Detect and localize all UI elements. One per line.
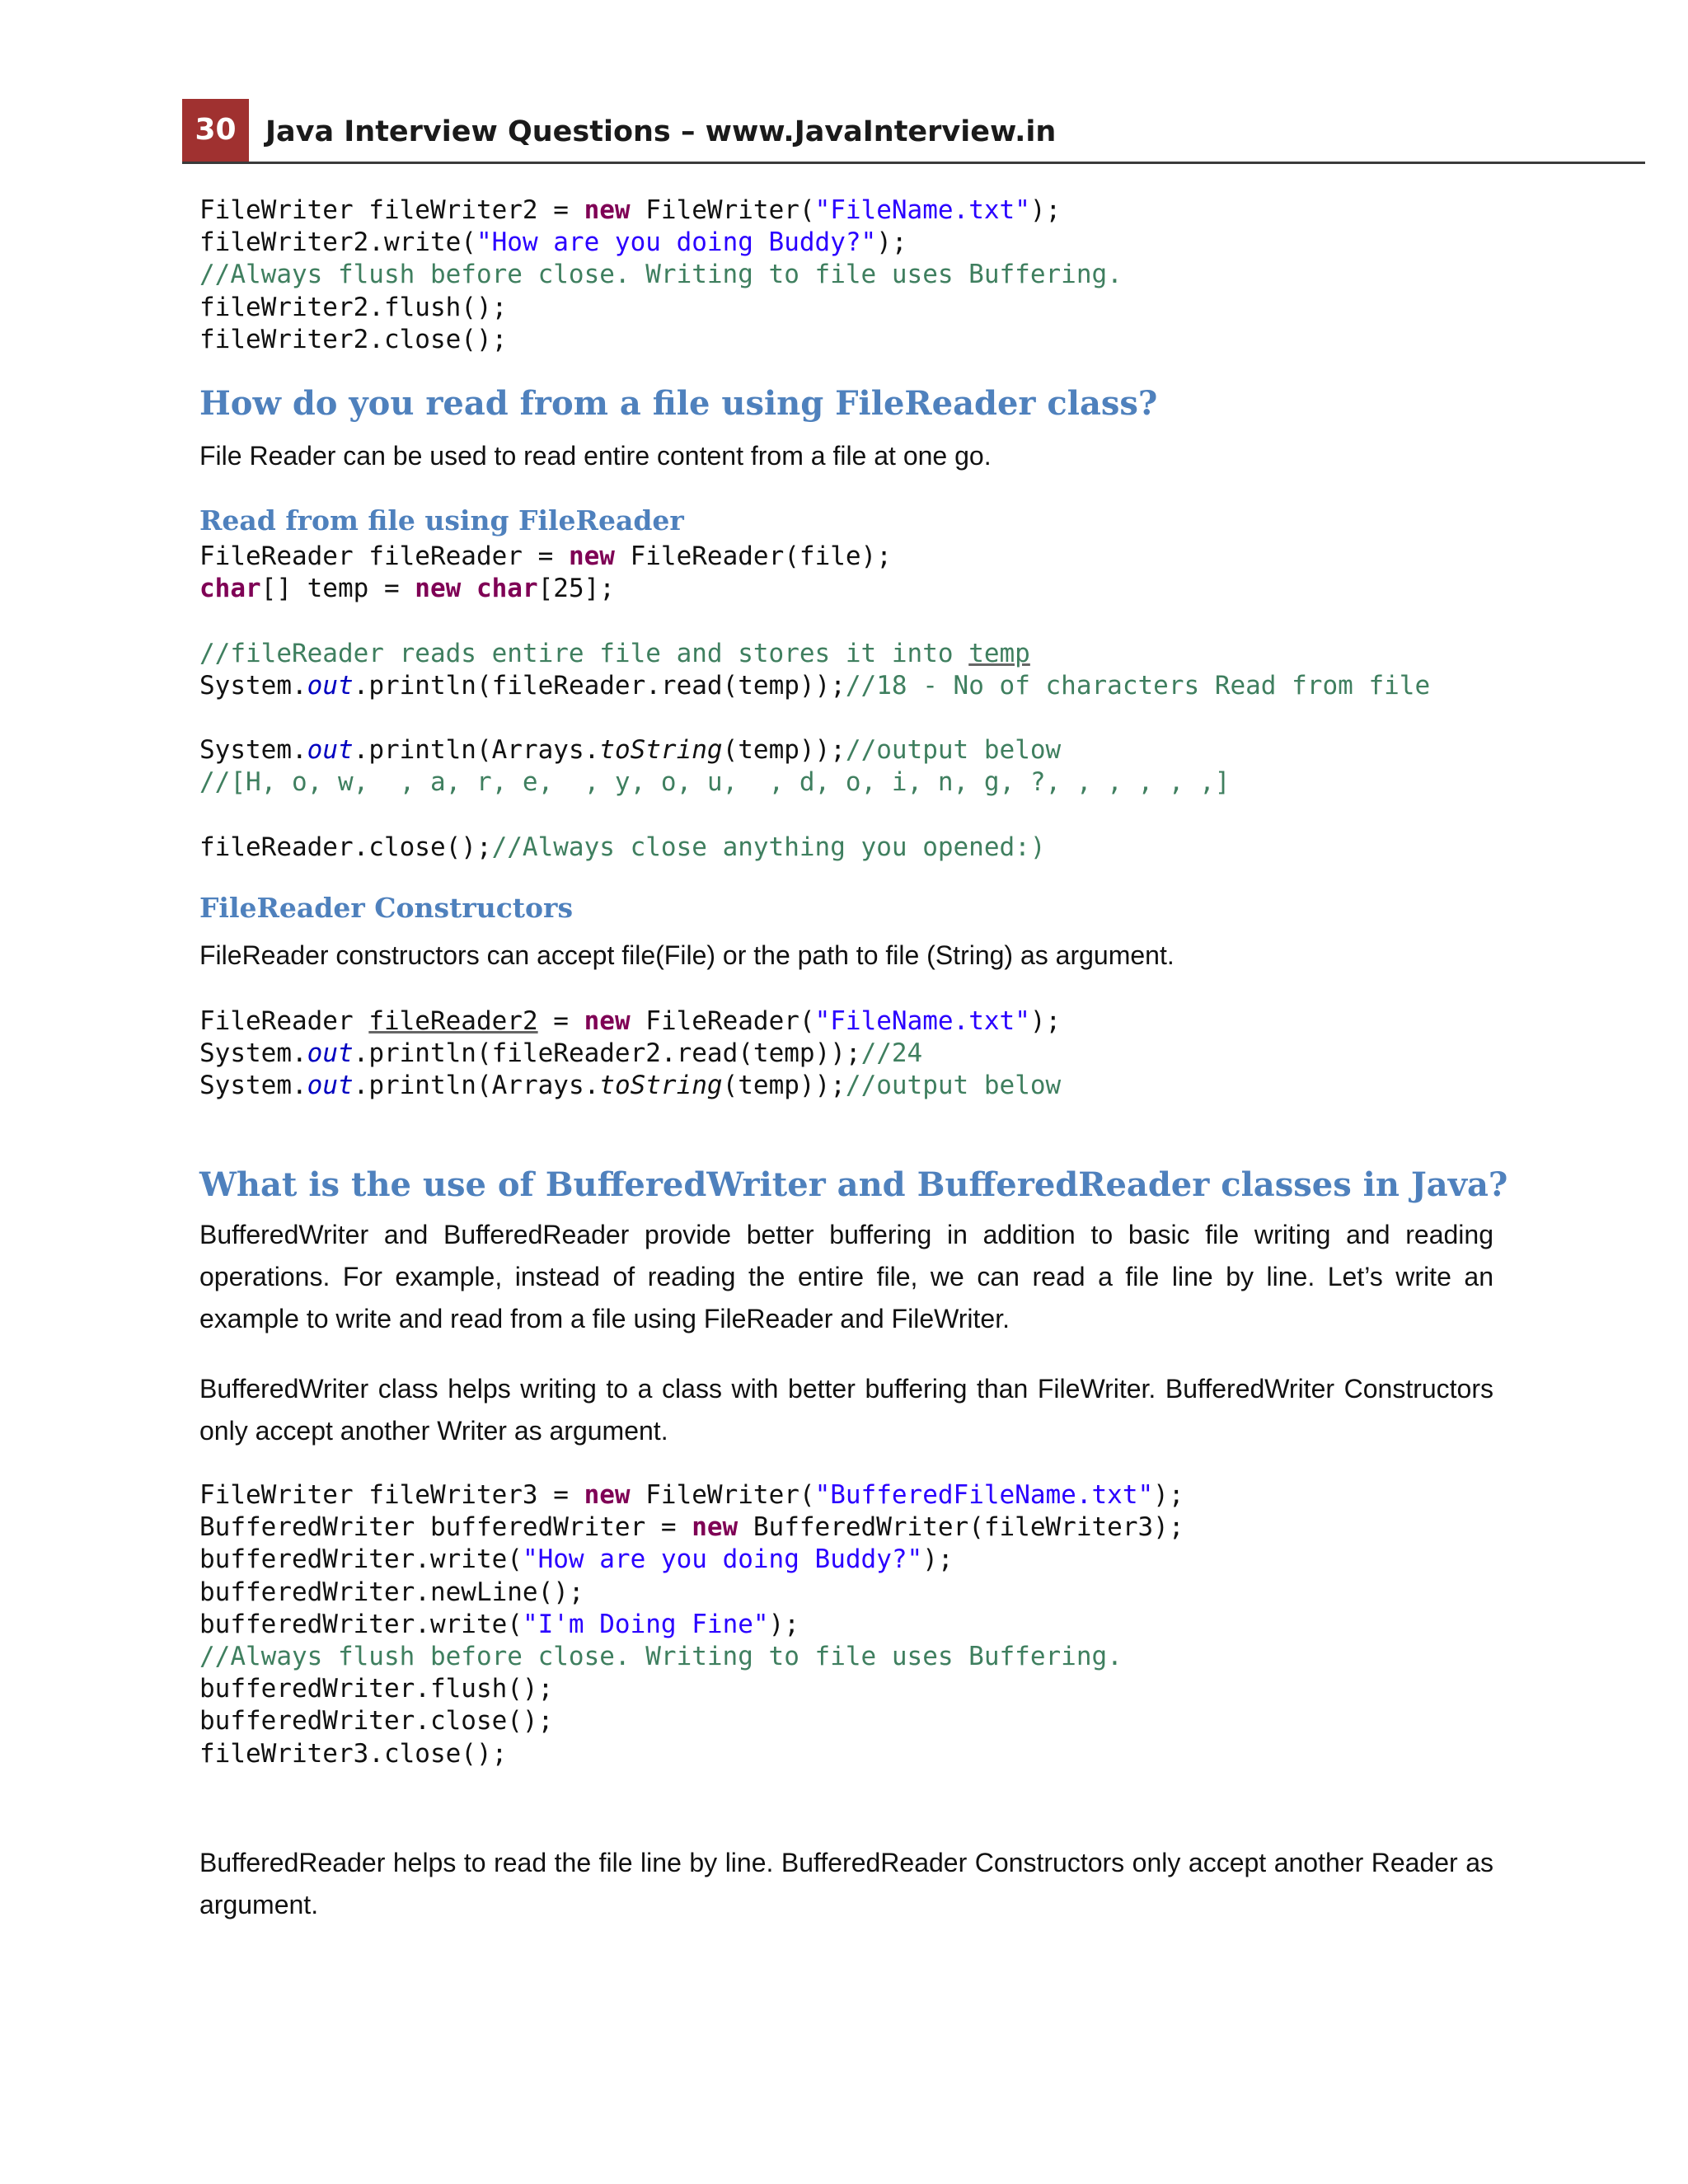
code-token: //Always flush before close. Writing to file uses Buffering. xyxy=(199,1641,1123,1671)
code-block-filereader2 xyxy=(199,1005,1493,1103)
heading-buffered-classes: What is the use of BufferedWriter and BufferedReader classes in Java? xyxy=(199,1165,1508,1204)
code-line xyxy=(199,1070,1493,1102)
code-token: "FileName.txt" xyxy=(814,1006,1030,1036)
code-token: (temp)); xyxy=(722,1071,846,1101)
subheading-read-from-file: Read from file using FileReader xyxy=(199,504,684,537)
code-token: fileWriter2.flush(); xyxy=(199,292,508,322)
code-line xyxy=(199,799,1493,832)
code-line xyxy=(199,259,1493,291)
code-token: .println(fileReader.read(temp)); xyxy=(353,670,846,701)
code-line xyxy=(199,670,1493,702)
paragraph-constructors: FileReader constructors can accept file(File) or the path to file (String) as argument. xyxy=(199,940,1175,970)
code-line xyxy=(199,541,1493,573)
code-token: "How are you doing Buddy?" xyxy=(476,227,877,258)
code-token: "BufferedFileName.txt" xyxy=(814,1480,1154,1510)
code-token: System. xyxy=(199,670,307,701)
code-line xyxy=(199,605,1493,637)
code-token: new xyxy=(584,195,631,225)
code-token: fileWriter2.close(); xyxy=(199,324,508,354)
code-line xyxy=(199,194,1493,227)
code-block-filewriter xyxy=(199,194,1493,356)
page-header xyxy=(182,99,1645,164)
header-title: Java Interview Questions – www.JavaInterview.in xyxy=(265,115,1057,148)
code-token: FileWriter fileWriter3 = xyxy=(199,1480,584,1510)
code-token: out xyxy=(307,735,354,766)
code-token: fileWriter3.close(); xyxy=(199,1738,508,1769)
code-line xyxy=(199,832,1493,864)
code-line xyxy=(199,1479,1493,1511)
code-line xyxy=(199,702,1493,734)
code-token: toString xyxy=(599,735,723,766)
code-token: = xyxy=(537,1006,584,1036)
code-block-bufferedwriter xyxy=(199,1479,1493,1770)
code-token: out xyxy=(307,670,354,701)
subheading-filereader-constructors: FileReader Constructors xyxy=(199,892,574,924)
heading-filereader: How do you read from a file using FileReader class? xyxy=(199,384,1158,423)
code-line xyxy=(199,1738,1493,1770)
code-token: out xyxy=(307,1071,354,1101)
code-token: FileWriter( xyxy=(630,1480,815,1510)
code-token xyxy=(461,574,476,603)
code-token: new xyxy=(692,1512,738,1543)
paragraph-bufferedreader: BufferedReader helps to read the file line by line. BufferedReader Constructors only accept another Reader as argument. xyxy=(199,1848,1493,1919)
code-token: System. xyxy=(199,1038,307,1069)
code-line xyxy=(199,292,1493,324)
code-token: fileReader.close(); xyxy=(199,832,492,862)
code-token: //output below xyxy=(845,1071,1062,1101)
code-token: toString xyxy=(599,1071,723,1101)
code-line xyxy=(199,1609,1493,1641)
code-line xyxy=(199,1038,1493,1070)
code-line xyxy=(199,1673,1493,1705)
code-token: bufferedWriter.close(); xyxy=(199,1706,554,1736)
code-token: new xyxy=(415,574,462,604)
code-token: "How are you doing Buddy?" xyxy=(522,1544,923,1575)
code-token: "FileName.txt" xyxy=(814,195,1030,225)
code-token: .println(Arrays. xyxy=(353,1071,600,1101)
code-line xyxy=(199,573,1493,605)
code-line xyxy=(199,638,1493,670)
code-token: fileReader2 xyxy=(368,1006,538,1036)
code-token: FileReader xyxy=(199,1006,369,1036)
code-line xyxy=(199,324,1493,356)
code-token: //output below xyxy=(845,735,1062,766)
code-token: char xyxy=(199,574,261,604)
code-token: (temp)); xyxy=(722,735,846,766)
code-token: System. xyxy=(199,1071,307,1101)
code-token: FileReader(file); xyxy=(614,541,892,571)
code-token: ); xyxy=(876,227,907,258)
code-token: System. xyxy=(199,735,307,766)
code-token: char xyxy=(476,574,538,604)
code-line xyxy=(199,1577,1493,1609)
code-token: ); xyxy=(1029,195,1062,225)
code-token: //24 xyxy=(860,1038,923,1069)
code-token: //Always close anything you opened:) xyxy=(491,832,1046,862)
code-token: //[H, o, w, , a, r, e, , y, o, u, , d, o, i, n, g, ?, , , , , ,] xyxy=(199,767,1231,798)
code-token: bufferedWriter.write( xyxy=(199,1544,523,1575)
code-token: bufferedWriter.newLine(); xyxy=(199,1577,584,1607)
code-line xyxy=(199,766,1493,799)
code-token: temp xyxy=(968,638,1030,668)
code-token: ); xyxy=(922,1544,954,1575)
code-token: [] temp = xyxy=(260,574,415,604)
code-token: .println(Arrays. xyxy=(353,735,600,766)
code-token: BufferedWriter bufferedWriter = xyxy=(199,1512,692,1543)
code-line xyxy=(199,1544,1493,1576)
code-line xyxy=(199,734,1493,766)
code-token: fileWriter2.write( xyxy=(199,227,476,258)
code-line xyxy=(199,227,1493,259)
code-line xyxy=(199,1641,1493,1673)
paragraph-buffered-intro: BufferedWriter and BufferedReader provide better buffering in addition to basic file writing and reading operations. For example, instead of reading the entire file, we can read a file line by line. Let’s write an example to write and read from a file using FileReader and FileWriter. xyxy=(199,1220,1493,1333)
code-token: "I'm Doing Fine" xyxy=(522,1609,769,1639)
code-token: out xyxy=(307,1038,354,1069)
code-line xyxy=(199,1005,1493,1038)
code-token: ); xyxy=(1153,1480,1184,1510)
code-line xyxy=(199,1705,1493,1737)
code-token: .println(fileReader2.read(temp)); xyxy=(353,1038,861,1069)
code-token: //18 - No of characters Read from file xyxy=(845,670,1431,701)
code-token: bufferedWriter.flush(); xyxy=(199,1674,554,1704)
code-token: //Always flush before close. Writing to file uses Buffering. xyxy=(199,260,1123,290)
paragraph-filereader-intro: File Reader can be used to read entire content from a file at one go. xyxy=(199,441,992,471)
code-token: new xyxy=(584,1480,631,1510)
code-token: //fileReader reads entire file and stores it into xyxy=(199,638,969,668)
code-block-filereader xyxy=(199,541,1493,864)
paragraph-bufferedwriter: BufferedWriter class helps writing to a class with better buffering than FileWriter. BufferedWriter Constructors only accept another Writer as argument. xyxy=(199,1374,1493,1446)
code-token: new xyxy=(568,541,615,571)
code-token: FileReader( xyxy=(630,1006,815,1036)
code-token: BufferedWriter(fileWriter3); xyxy=(738,1512,1184,1543)
code-token: [25]; xyxy=(537,574,615,604)
code-line xyxy=(199,1511,1493,1544)
code-token: FileReader fileReader = xyxy=(199,541,569,571)
code-token: FileWriter fileWriter2 = xyxy=(199,195,584,225)
code-token: ); xyxy=(1029,1006,1062,1036)
code-token: ); xyxy=(768,1609,799,1639)
code-token: bufferedWriter.write( xyxy=(199,1609,523,1639)
code-token: FileWriter( xyxy=(630,195,815,225)
page-number-badge: 30 xyxy=(182,99,249,162)
code-token: new xyxy=(584,1006,631,1036)
